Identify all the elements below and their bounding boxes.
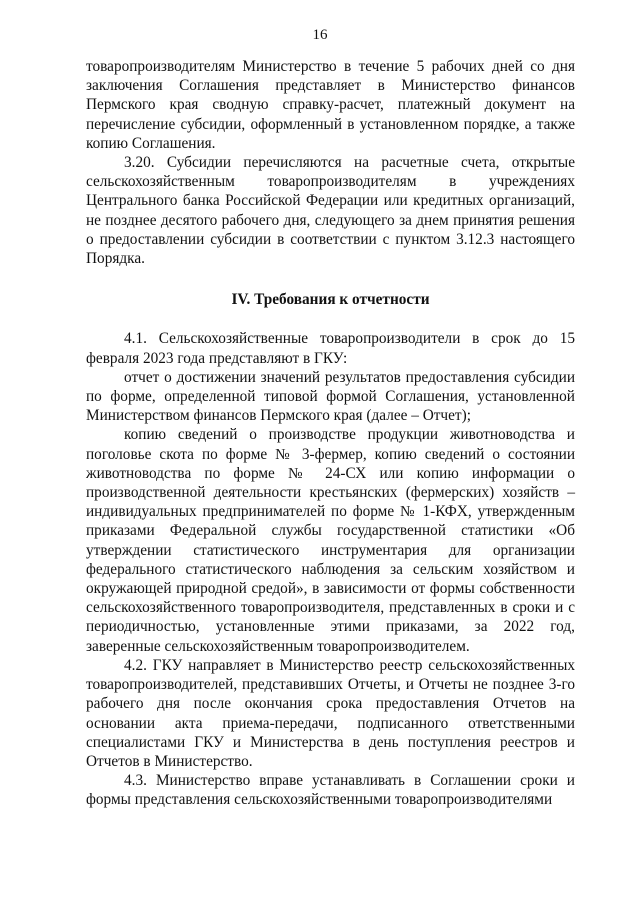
document-body: [86, 57, 575, 810]
paragraph-3-20: 3.20. Субсидии перечисляются на расчетные счета, открытые сельскохозяйственным товаропроизводителям в учреждениях Центрального банка Российской Федерации или кредитных организаций, не позднее десятого рабочего дня, следующего за днем принятия решения о предоставлении субсидии в соответствии с пунктом 3.12.3 настоящего Порядка.: [86, 154, 575, 268]
paragraph-statistics-copy: копию сведений о производстве продукции животноводства и поголовье скота по форме № 3-фермер, копию сведений о состоянии животноводства по форме № 24-СХ или копию информации о производственной деятельности крестьянских (фермерских) хозяйств – индивидуальных предпринимателей по форме № 1-КФХ, утвержденным приказами Федеральной службы государственной статистики «Об утверждении статистического инструментария для организации федерального статистического наблюдения за сельским хозяйством и окружающей природной средой», в зависимости от формы собственности сельскохозяйственного товаропроизводителя, представленных в сроки и с периодичностью, установленные этими приказами, за 2022 год, заверенные сельскохозяйственным товаропроизводителем.: [86, 426, 575, 655]
paragraph-4-3: 4.3. Министерство вправе устанавливать в Соглашении сроки и формы представления сельскохозяйственными товаропроизводителями: [86, 772, 575, 809]
paragraph-report: отчет о достижении значений результатов предоставления субсидии по форме, определенной типовой формой Соглашения, установленной Министерством финансов Пермского края (далее – Отчет);: [86, 368, 575, 425]
section-heading: IV. Требования к отчетности: [231, 291, 430, 309]
paragraph-4-2: 4.2. ГКУ направляет в Министерство реестр сельскохозяйственных товаропроизводителей, представивших Отчеты, и Отчеты не позднее 3-го рабочего дня после окончания срока предоставления Отчетов на основании акта приема-передачи, подписанного ответственными специалистами ГКУ и Министерства в день поступления реестров и Отчетов в Министерство.: [86, 656, 575, 770]
page-number: 16: [312, 27, 328, 43]
paragraph-4-1: 4.1. Сельскохозяйственные товаропроизводители в срок до 15 февраля 2023 года представляют в ГКУ:: [86, 330, 575, 367]
paragraph-continuation: товаропроизводителям Министерство в течение 5 рабочих дней со дня заключения Соглашения представляет в Министерство финансов Пермского края сводную справку-расчет, платежный документ на перечисление субсидии, оформленный в установленном порядке, а также копию Соглашения.: [86, 58, 575, 152]
